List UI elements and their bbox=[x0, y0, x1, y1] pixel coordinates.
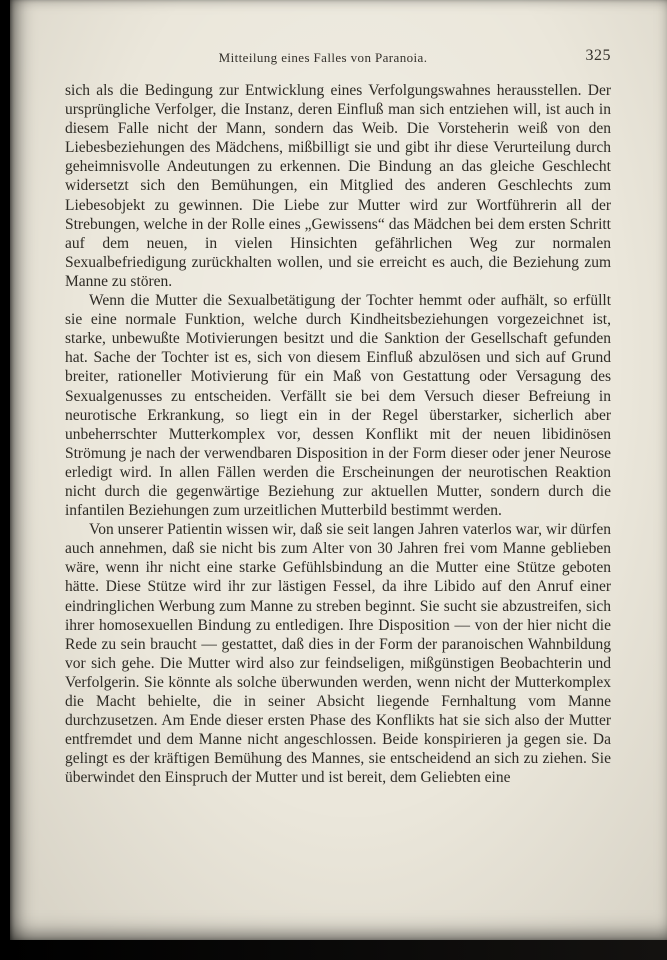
page-body bbox=[65, 81, 611, 910]
page-number: 325 bbox=[585, 47, 611, 64]
paragraph-continuation: sich als die Bedingung zur Entwicklung eines Verfolgungswahnes herausstellen. Der ursprüngliche Verfolger, die Instanz, deren Einfluß man sich entziehen will, ist auch in diesem Falle nicht der Mann, sondern das Weib. Die Vorsteherin weiß von den Liebesbeziehungen des Mädchens, mißbilligt sie und gibt ihr diese Verurteilung durch geheimnisvolle Andeutungen zu erkennen. Die Bindung an das gleiche Geschlecht widersetzt sich den Bemühungen, ein Mitglied des anderen Geschlechts zum Liebesobjekt zu gewinnen. Die Liebe zur Mutter wird zur Wortführerin all der Strebungen, welche in der Rolle eines „Gewissens“ das Mädchen bei dem ersten Schritt auf dem neuen, in vielen Hinsichten gefährlichen Weg zur normalen Sexualbefriedigung zurückhalten wollen, und sie erreicht es auch, die Beziehung zum Manne zu stören. bbox=[65, 82, 611, 290]
paragraph: Von unserer Patientin wissen wir, daß sie seit langen Jahren vaterlos war, wir dürfen auch annehmen, daß sie nicht bis zum Alter von 30 Jahren frei vom Manne geblieben wäre, wenn ihr nicht eine starke Gefühlsbindung an die Mutter eine Stütze geboten hätte. Diese Stütze wird ihr zur lästigen Fessel, da ihre Libido auf den Anruf einer eindringlichen Werbung zum Manne zu streben beginnt. Sie sucht sie abzustreifen, sich ihrer homosexuellen Bindung zu entledigen. Ihre Disposition — von der hier nicht die Rede zu sein braucht — gestattet, daß dies in der Form der paranoischen Wahnbildung vor sich gehe. Die Mutter wird also zur feindseligen, mißgünstigen Beobachterin und Verfolgerin. Sie könnte als solche überwunden werden, wenn nicht der Mutterkomplex die Macht behielte, die in seiner Absicht liegende Fernhaltung vom Manne durchzusetzen. Am Ende dieser ersten Phase des Konflikts hat sie sich also der Mutter entfremdet und dem Manne nicht angeschlossen. Beide konspirieren ja gegen sie. Da gelingt es der kräftigen Bemühung des Mannes, sie entscheidend an sich zu ziehen. Sie überwindet den Einspruch der Mutter und ist bereit, dem Geliebten eine bbox=[65, 521, 611, 787]
running-title: Mitteilung eines Falles von Paranoia. bbox=[218, 50, 428, 65]
paper-page bbox=[10, 0, 667, 940]
paragraph: Wenn die Mutter die Sexualbetätigung der Tochter hemmt oder aufhält, so erfüllt sie eine normale Funktion, welche durch Kindheitsbeziehungen vorgezeichnet ist, starke, unbewußte Motivierungen besitzt und die Sanktion der Gesellschaft gefunden hat. Sache der Tochter ist es, sich von diesem Einfluß abzulösen und sich auf Grund breiter, rationeller Motivierung für ein Maß von Gestattung oder Versagung des Sexualgenusses zu entscheiden. Verfällt sie bei dem Versuch dieser Befreiung in neurotische Erkrankung, so liegt ein in der Regel überstarker, sicherlich aber unbeherrschter Mutterkomplex vor, dessen Konflikt mit der neuen libidinösen Strömung je nach der verwendbaren Disposition in der Form dieser oder jener Neurose erledigt wird. In allen Fällen werden die Erscheinungen der neurotischen Reaktion nicht durch die gegenwärtige Beziehung zur aktuellen Mutter, sondern durch die infantilen Beziehungen zum urzeitlichen Mutterbild bestimmt werden. bbox=[65, 292, 611, 520]
page-header bbox=[65, 47, 611, 69]
